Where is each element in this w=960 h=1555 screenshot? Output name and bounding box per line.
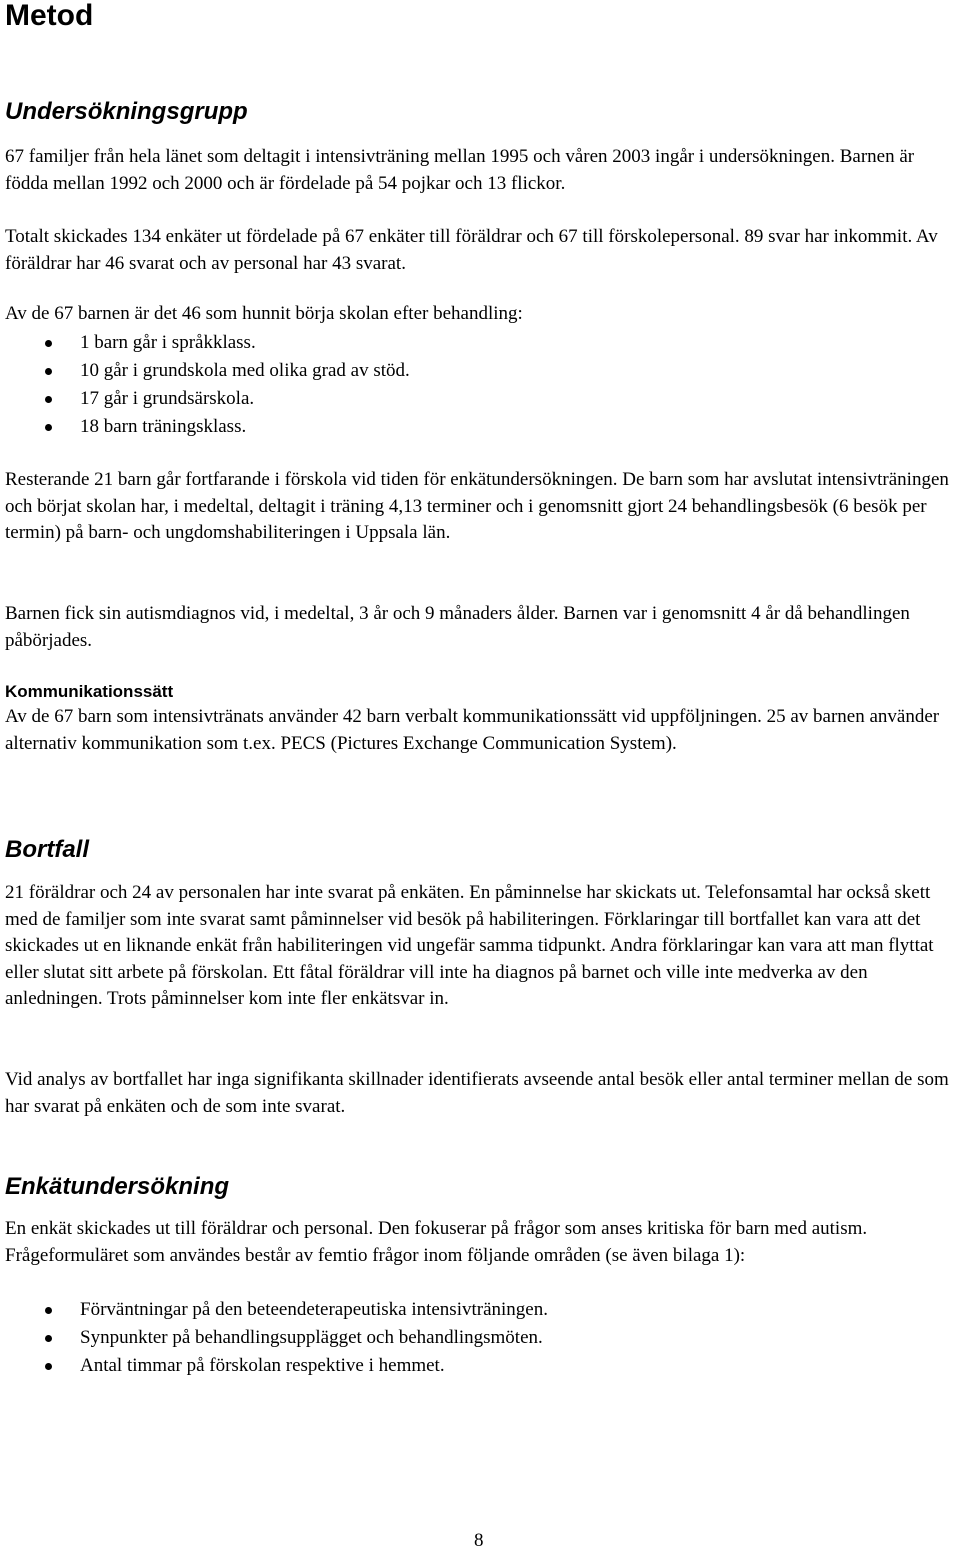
list-item: Antal timmar på förskolan respektive i hemmet. — [5, 1352, 548, 1380]
list-item: Synpunkter på behandlingsupplägget och behandlingsmöten. — [5, 1324, 548, 1352]
page-title: Metod — [5, 0, 94, 32]
list-item: 1 barn går i språkklass. — [5, 329, 410, 357]
heading-undersokningsgrupp: Undersökningsgrupp — [5, 98, 248, 125]
paragraph: Barnen fick sin autismdiagnos vid, i medeltal, 3 år och 9 månaders ålder. Barnen var i genomsnitt 4 år då behandlingen påbörjades. — [5, 603, 910, 651]
bullet-icon — [45, 424, 52, 431]
paragraph: En enkät skickades ut till föräldrar och personal. Den fokuserar på frågor som anses kritiska för barn med autism. Frågeformuläret som användes består av femtio frågor inom följande områden (se även bilaga 1): — [5, 1218, 868, 1266]
paragraph: 67 familjer från hela länet som deltagit i intensivträning mellan 1995 och våren 2003 ingår i undersökningen. Barnen är födda mellan 1992 och 2000 och är fördelade på 54 pojkar och 13 flickor. — [5, 146, 915, 194]
list-item: Förväntningar på den beteendeterapeutiska intensivträningen. — [5, 1296, 548, 1324]
paragraph: 21 föräldrar och 24 av personalen har inte svarat på enkäten. En påminnelse har skickats ut. Telefonsamtal har också skett med de familjer som inte svarat samt påminnelser vid besök på habiliteringen. Förklaringar till bortfallet kan vara att det skickades ut en liknande enkät från habiliteringen vid ungefär samma tidpunkt. Andra förklaringar kan vara att man flyttat eller slutat sitt arbete på förskolan. Ett fåtal föräldrar vill inte ha diagnos på barnet och ville inte medverka av den anledningen. Trots påminnelser kom inte fler enkätsvar in. — [5, 882, 934, 1009]
bullet-icon — [45, 396, 52, 403]
bullet-icon — [45, 368, 52, 375]
list-item: 10 går i grundskola med olika grad av stöd. — [5, 357, 410, 385]
paragraph: Resterande 21 barn går fortfarande i förskola vid tiden för enkätundersökningen. De barn som har avslutat intensivträningen och börjat skolan har, i medeltal, deltagit i träning 4,13 terminer och i genomsnitt gjort 24 behandlingsbesök (6 besök per termin) på barn- och ungdomshabiliteringen i Uppsala län. — [5, 469, 949, 543]
paragraph: Totalt skickades 134 enkäter ut fördelade på 67 enkäter till föräldrar och 67 till förskolepersonal. 89 svar har inkommit. Av föräldrar har 46 svarat och av personal har 43 svarat. — [5, 226, 938, 274]
subheading-kommunikationssatt: Kommunikationssätt — [5, 682, 174, 701]
paragraph: Av de 67 barn som intensivtränats använder 42 barn verbalt kommunikationssätt vid uppföljningen. 25 av barnen använder alternativ kommunikation som t.ex. PECS (Pictures Exchange Communication System). — [5, 706, 940, 754]
paragraph: Av de 67 barnen är det 46 som hunnit börja skolan efter behandling: — [5, 303, 523, 324]
heading-bortfall: Bortfall — [5, 836, 89, 863]
school-list — [5, 329, 410, 441]
heading-enkatundersokning: Enkätundersökning — [5, 1173, 230, 1200]
bullet-icon — [45, 1335, 52, 1342]
paragraph: Vid analys av bortfallet har inga signifikanta skillnader identifierats avseende antal besök eller antal terminer mellan de som har svarat på enkäten och de som inte svarat. — [5, 1069, 949, 1117]
list-item: 18 barn träningsklass. — [5, 413, 410, 441]
areas-list — [5, 1296, 548, 1380]
bullet-icon — [45, 1307, 52, 1314]
page-number: 8 — [474, 1530, 484, 1551]
list-item: 17 går i grundsärskola. — [5, 385, 410, 413]
bullet-icon — [45, 1363, 52, 1370]
bullet-icon — [45, 340, 52, 347]
